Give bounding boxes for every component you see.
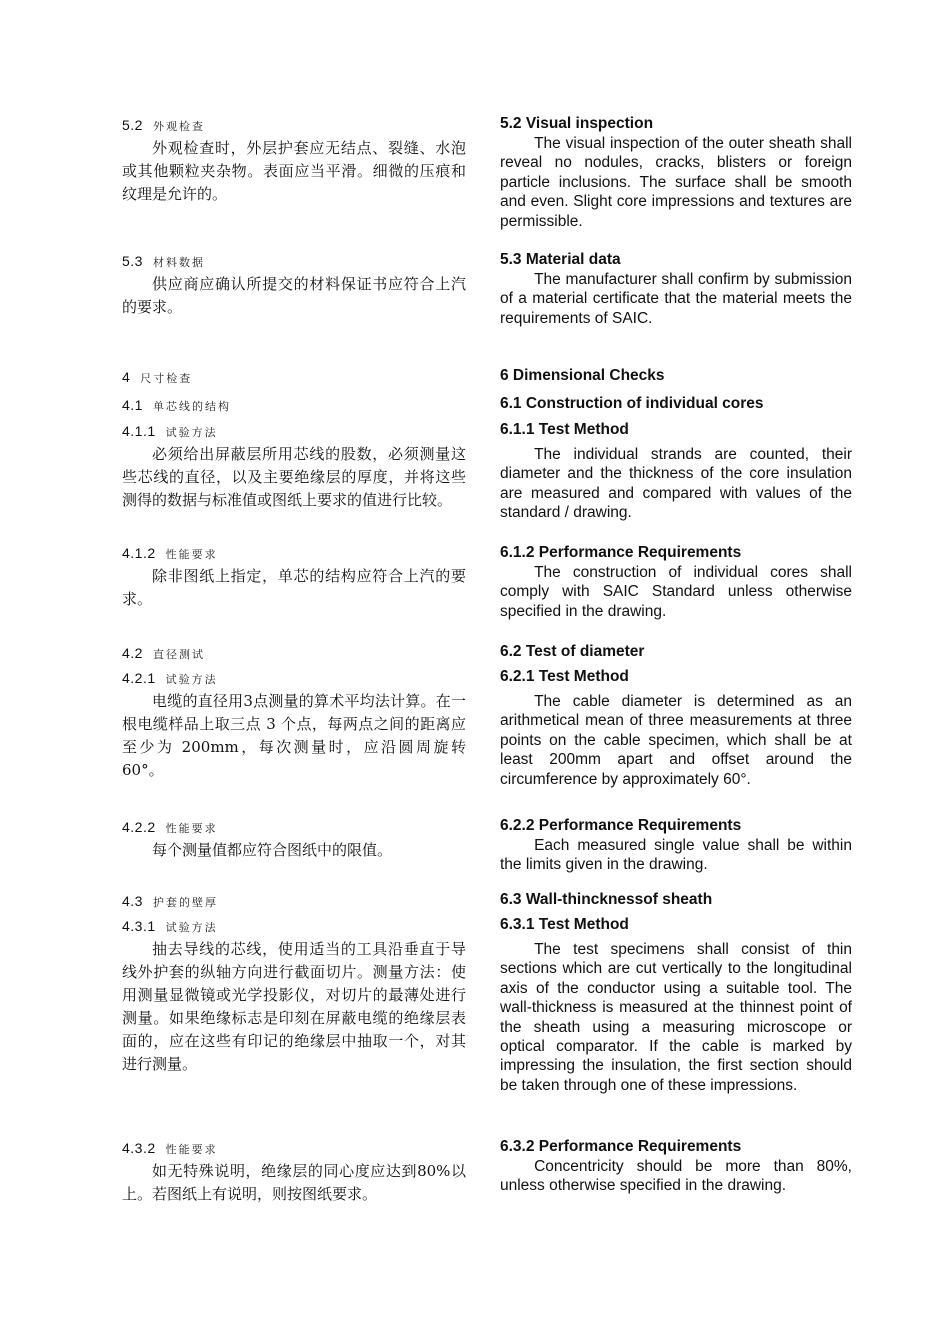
cn-paragraph-5-3: 供应商应确认所提交的材料保证书应符合上汽的要求。 [122, 275, 466, 316]
cn-heading-5-2: 5.2 外观检查 [122, 117, 205, 133]
en-heading-6: 6 Dimensional Checks [500, 367, 665, 384]
cn-heading-4: 4 尺寸检查 [122, 369, 193, 385]
cn-section-5-3 [122, 251, 466, 319]
en-heading-6-2-1: 6.2.1 Test Method [500, 668, 629, 685]
cn-section-4-1-2 [122, 543, 466, 611]
cn-paragraph-5-2: 外观检查时，外层护套应无结点、裂缝、水泡或其他颗粒夹杂物。表面应当平滑。细微的压痕和纹理是允许的。 [122, 139, 466, 203]
en-section-5-3 [500, 250, 852, 328]
en-section-6-1-1 [500, 420, 852, 523]
cn-section-4-3-1 [122, 916, 466, 1076]
en-heading-6-3: 6.3 Wall-thincknessof sheath [500, 891, 713, 908]
en-paragraph-6-3-2: Concentricity should be more than 80%, unless otherwise specified in the drawing. [500, 1158, 852, 1195]
en-section-6-1 [500, 394, 852, 414]
cn-paragraph-4-1-2: 除非图纸上指定，单芯的结构应符合上汽的要求。 [122, 567, 466, 608]
cn-section-4 [122, 367, 466, 389]
cn-heading-4-1-1: 4.1.1 试验方法 [122, 423, 218, 439]
en-section-6-2-1 [500, 667, 852, 789]
en-section-6-3-1 [500, 915, 852, 1095]
en-paragraph-5-2: The visual inspection of the outer sheath shall reveal no nodules, cracks, blisters or foreign particle inclusions. The surface shall be smooth and even. Slight core impressions and textures are permissible. [500, 135, 852, 230]
cn-paragraph-4-2-2: 每个测量值都应符合图纸中的限值。 [152, 841, 393, 859]
cn-paragraph-4-3-1: 抽去导线的芯线，使用适当的工具沿垂直于导线外护套的纵轴方向进行截面切片。测量方法：使用测量显微镜或光学投影仪，对切片的最薄处进行测量。如果绝缘标志是印刻在屏蔽电缆的绝缘层表面的，应在这些有印记的绝缘层中抽取一个，对其进行测量。 [122, 940, 466, 1073]
cn-section-4-1 [122, 395, 466, 417]
cn-heading-4-1: 4.1 单芯线的结构 [122, 397, 231, 413]
en-paragraph-6-2-2: Each measured single value shall be within the limits given in the drawing. [500, 837, 852, 874]
cn-section-4-3-2 [122, 1138, 466, 1206]
en-heading-5-3: 5.3 Material data [500, 251, 621, 268]
en-section-6-2-2 [500, 816, 852, 875]
cn-paragraph-4-2-1: 电缆的直径用3点测量的算术平均法计算。在一根电缆样品上取三点 3 个点，每两点之间的距离应至少为 200mm，每次测量时，应沿圆周旋转 60°。 [122, 692, 466, 779]
cn-heading-4-3: 4.3 护套的壁厚 [122, 893, 218, 909]
cn-section-4-3 [122, 891, 466, 913]
cn-paragraph-4-3-2: 如无特殊说明，绝缘层的同心度应达到80%以上。若图纸上有说明，则按图纸要求。 [122, 1162, 466, 1203]
en-heading-6-2-2: 6.2.2 Performance Requirements [500, 817, 742, 834]
cn-section-4-2-2 [122, 817, 466, 862]
cn-heading-4-2-2: 4.2.2 性能要求 [122, 819, 218, 835]
cn-paragraph-4-1-1: 必须给出屏蔽层所用芯线的股数，必须测量这些芯线的直径，以及主要绝缘层的厚度，并将这些测得的数据与标准值或图纸上要求的值进行比较。 [122, 445, 466, 509]
cn-heading-4-2: 4.2 直径测试 [122, 645, 205, 661]
en-heading-6-1-2: 6.1.2 Performance Requirements [500, 544, 742, 561]
en-paragraph-6-1-1: The individual strands are counted, their diameter and the thickness of the core insulation are measured and compared with values of the standard / drawing. [500, 446, 852, 522]
en-section-6-3 [500, 890, 852, 910]
en-section-6 [500, 366, 852, 386]
en-section-5-2 [500, 114, 852, 231]
en-heading-5-2: 5.2 Visual inspection [500, 115, 654, 132]
cn-section-4-1-1 [122, 421, 466, 512]
en-section-6-3-2 [500, 1137, 852, 1196]
cn-section-4-2-1 [122, 668, 466, 782]
en-section-6-2 [500, 642, 852, 662]
en-paragraph-5-3: The manufacturer shall confirm by submission of a material certificate that the material meets the requirements of SAIC. [500, 271, 852, 327]
cn-section-4-2 [122, 643, 466, 665]
en-heading-6-1-1: 6.1.1 Test Method [500, 421, 629, 438]
cn-heading-4-1-2: 4.1.2 性能要求 [122, 545, 218, 561]
en-heading-6-3-1: 6.3.1 Test Method [500, 916, 629, 933]
en-heading-6-3-2: 6.3.2 Performance Requirements [500, 1138, 742, 1155]
cn-heading-4-2-1: 4.2.1 试验方法 [122, 670, 218, 686]
en-heading-6-2: 6.2 Test of diameter [500, 643, 645, 660]
cn-heading-4-3-2: 4.3.2 性能要求 [122, 1140, 218, 1156]
cn-heading-4-3-1: 4.3.1 试验方法 [122, 918, 218, 934]
en-paragraph-6-1-2: The construction of individual cores shall comply with SAIC Standard unless otherwise specified in the drawing. [500, 564, 852, 620]
cn-section-5-2 [122, 115, 466, 206]
en-section-6-1-2 [500, 543, 852, 621]
en-paragraph-6-3-1: The test specimens shall consist of thin sections which are cut vertically to the longitudinal axis of the conductor using a suitable tool. The wall-thickness is measured at the thinnest point of the sheath using a measuring microscope or optical comparator. If the cable is marked by impressing the insulation, the first section should be taken through one of these impressions. [500, 941, 852, 1094]
en-heading-6-1: 6.1 Construction of individual cores [500, 395, 764, 412]
en-paragraph-6-2-1: The cable diameter is determined as an arithmetical mean of three measurements at three points on the cable specimen, which shall be at least 200mm apart and offset around the circumference by approximately 60°. [500, 693, 852, 788]
cn-heading-5-3: 5.3 材料数据 [122, 253, 205, 269]
